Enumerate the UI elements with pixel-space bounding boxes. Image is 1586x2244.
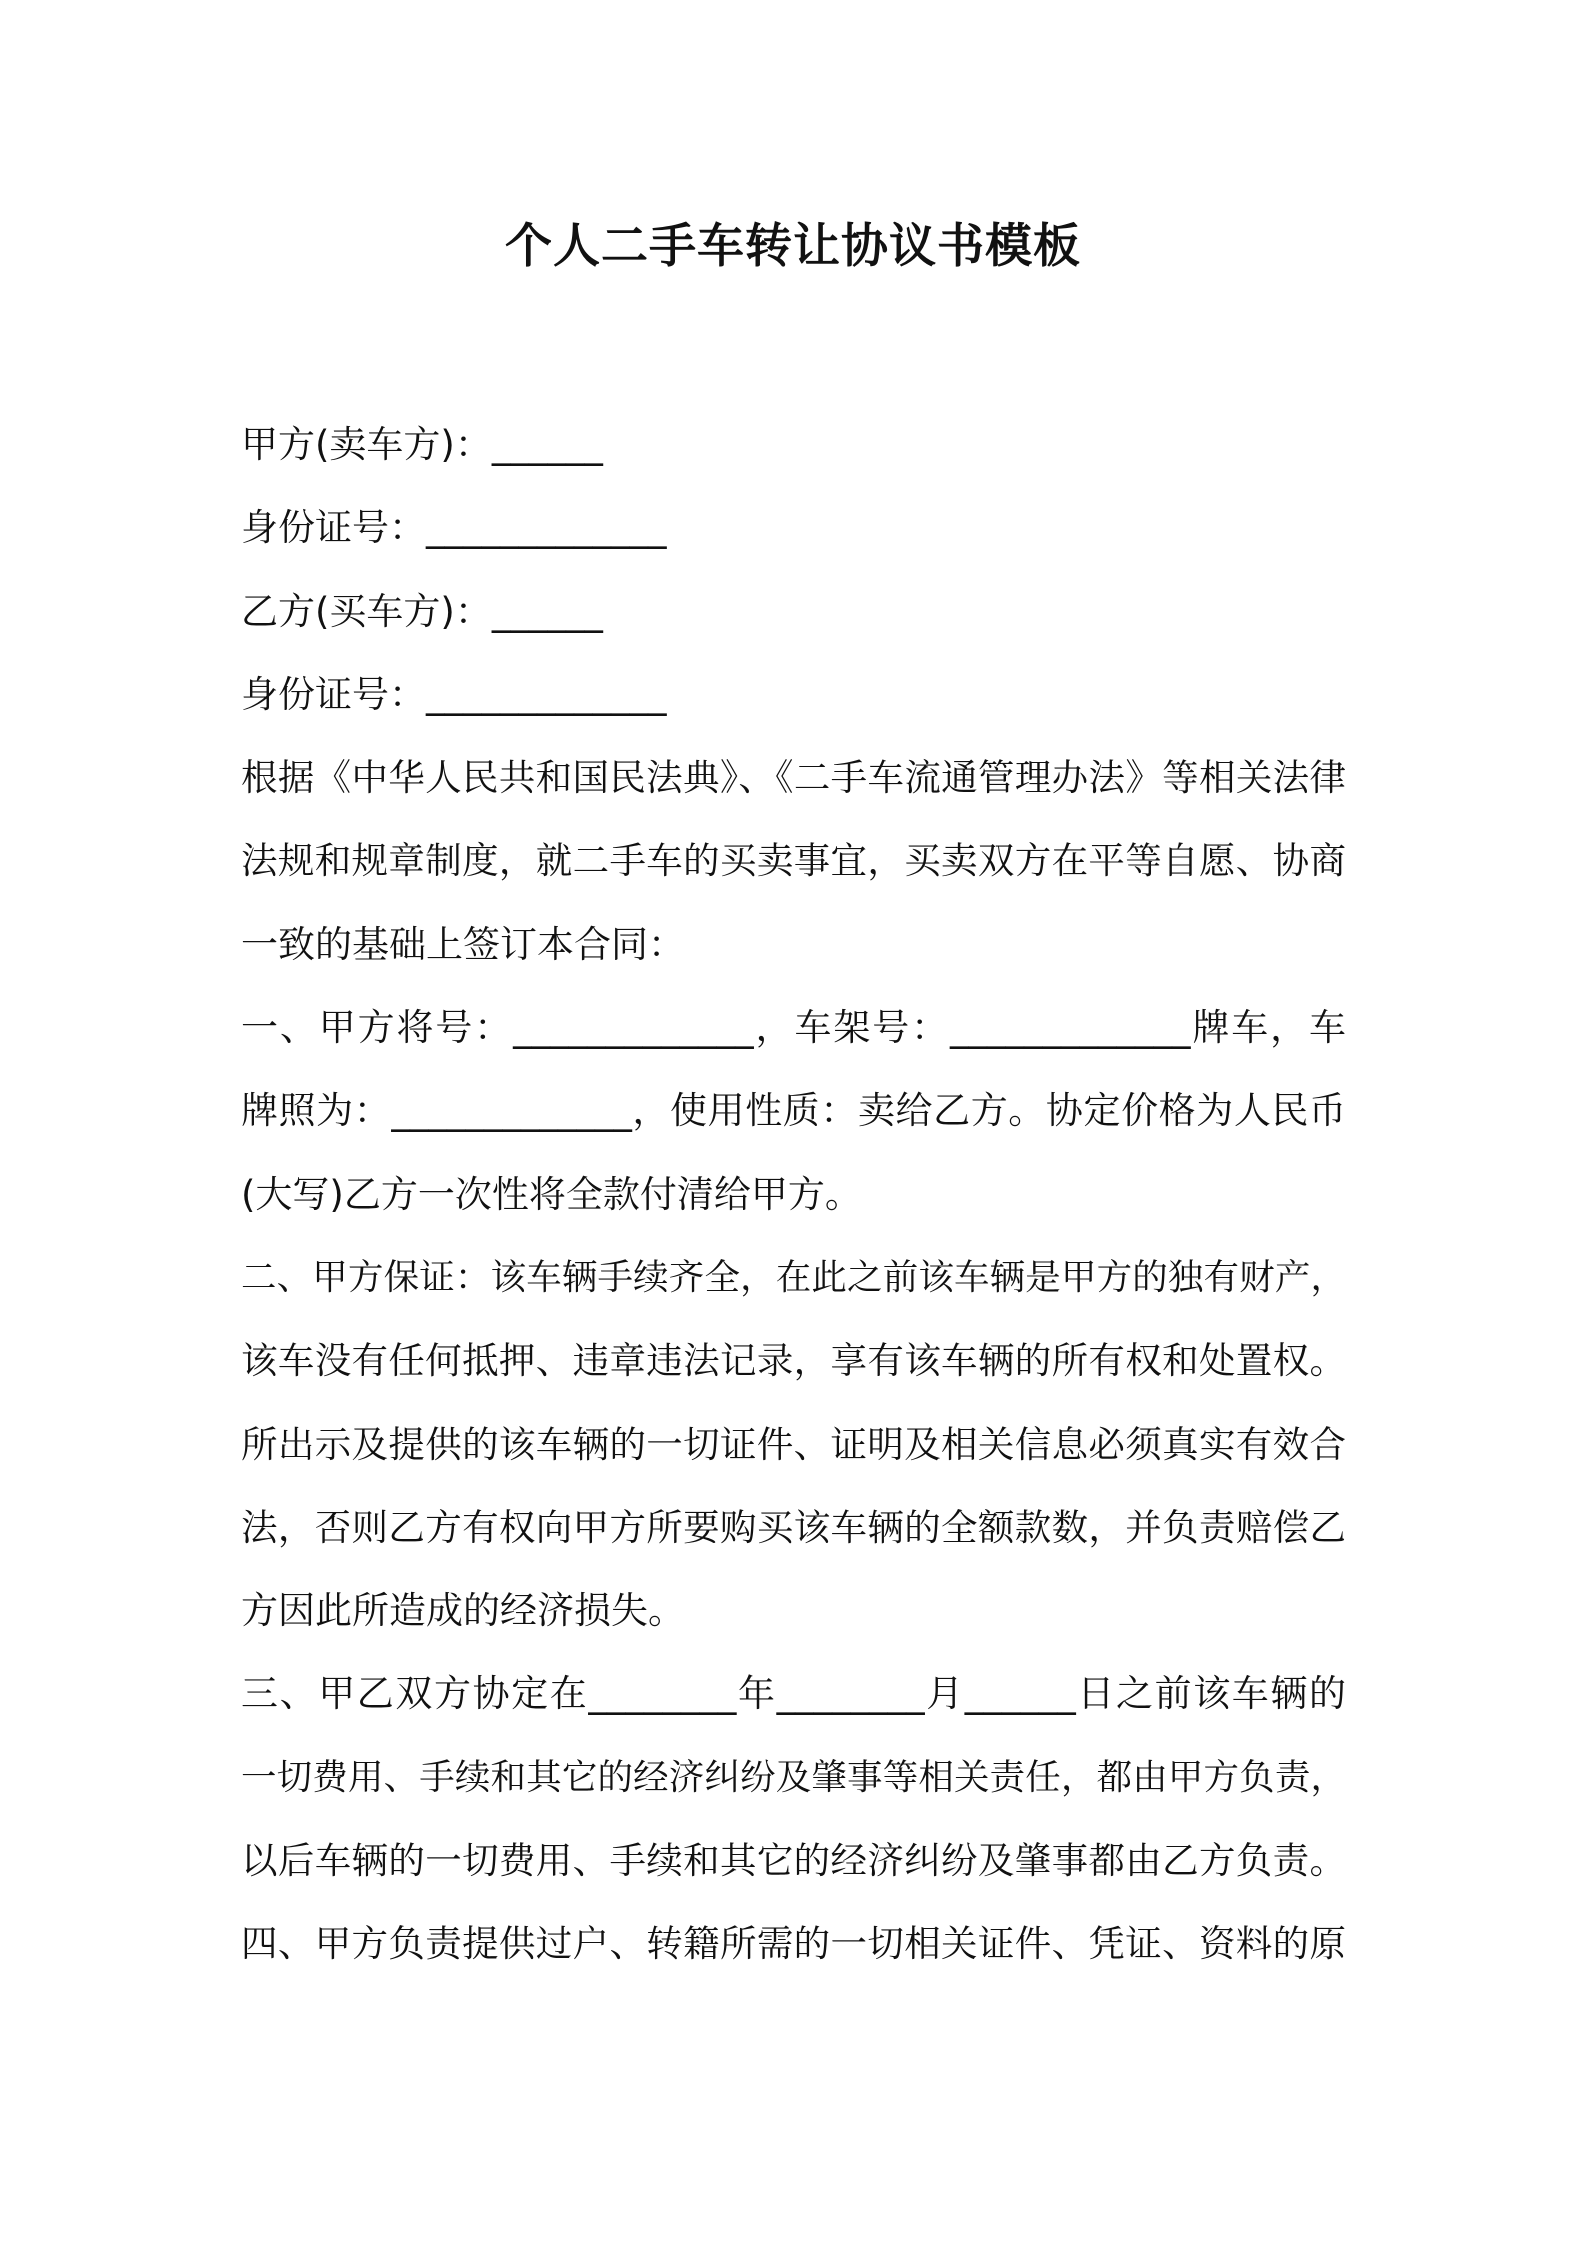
clause-2-line-2: 该车没有任何抵押、违章违法记录，享有该车辆的所有权和处置权。: [241, 1339, 1346, 1383]
preamble-line-1: 根据《中华人民共和国民法典》、《二手车流通管理办法》等相关法律: [241, 756, 1346, 800]
clause-1-line-3: (大写)乙方一次性将全款付清给甲方。: [241, 1172, 862, 1216]
party-a-seller-line: 甲方(卖车方)：______: [241, 423, 603, 466]
clause-2-line-1: 二、甲方保证：该车辆手续齐全，在此之前该车辆是甲方的独有财产，: [241, 1256, 1346, 1298]
clause-2-line-3: 所出示及提供的该车辆的一切证件、证明及相关信息必须真实有效合: [241, 1422, 1346, 1466]
clause-3-line-3: 以后车辆的一切费用、手续和其它的经济纠纷及肇事都由乙方负责。: [241, 1839, 1346, 1883]
preamble-line-2: 法规和规章制度，就二手车的买卖事宜，买卖双方在平等自愿、协商: [241, 839, 1346, 883]
document-title: 个人二手车转让协议书模板: [505, 219, 1081, 274]
party-b-id-number-line: 身份证号：_____________: [241, 672, 667, 716]
clause-3-line-2: 一切费用、手续和其它的经济纠纷及肇事等相关责任，都由甲方负责，: [241, 1756, 1346, 1798]
party-a-id-number-line: 身份证号：_____________: [241, 506, 667, 550]
party-b-buyer-line: 乙方(买车方)：______: [241, 589, 603, 633]
preamble-line-3: 一致的基础上签订本合同：: [241, 922, 685, 966]
clause-3-line-1: 三、甲乙双方协定在________年________月______日之前该车辆的: [241, 1672, 1346, 1716]
clause-2-line-5: 方因此所造成的经济损失。: [241, 1589, 685, 1633]
document-body: [241, 403, 1346, 1986]
clause-2-line-4: 法，否则乙方有权向甲方所要购买该车辆的全额款数，并负责赔偿乙: [241, 1505, 1346, 1549]
clause-4-line-1: 四、甲方负责提供过户、转籍所需的一切相关证件、凭证、资料的原: [241, 1922, 1346, 1966]
clause-1-line-1: 一、甲方将号：_____________，车架号：_____________牌车，车: [241, 1006, 1346, 1050]
clause-1-line-2: 牌照为：_____________，使用性质：卖给乙方。协定价格为人民币: [241, 1089, 1346, 1133]
